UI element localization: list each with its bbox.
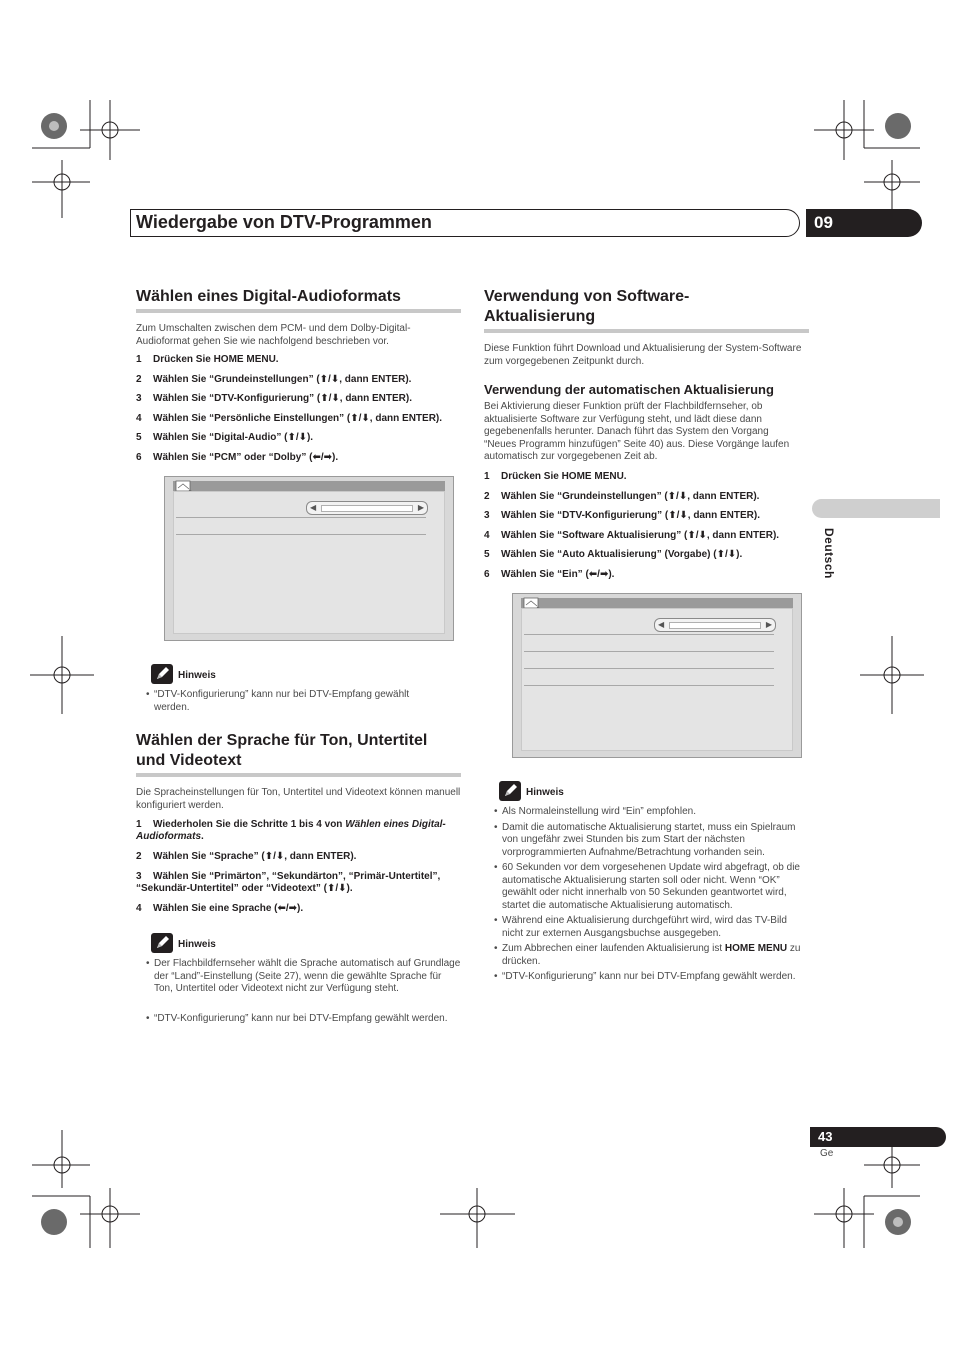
menu-screen-illustration xyxy=(164,476,454,641)
note-item: • Der Flachbildfernseher wählt die Sprache automatisch auf Grundlage der “Land”-Einstellung (Seite 27), wenn die gewählte Sprache für Ton, Untertitel oder Videotext nicht zur Verfügung steht. xyxy=(146,958,461,994)
note-icon xyxy=(151,664,173,684)
note-icon xyxy=(499,781,521,801)
note-item: • 60 Sekunden vor dem vorgesehenen Update wird abgefragt, ob die automatische Aktualisierung starten soll oder nicht. Wenn “OK” gewählt oder nicht innerhalb von 50 Sekunden geantwortet wird, startet die automatische Aktualisierung automatisch. xyxy=(494,862,800,911)
step-item: 5 Wählen Sie “Auto Aktualisierung” (Vorgabe) (⬆/⬇). xyxy=(484,549,743,560)
note-item: • Zum Abbrechen einer laufenden Aktualisierung ist HOME MENU zu drücken. xyxy=(494,943,801,967)
note-item: • Während eine Aktualisierung durchgeführt wird, wird das TV-Bild nicht zur externen Ausgangsbuchse ausgegeben. xyxy=(494,915,787,939)
step-item: 2 Wählen Sie “Grundeinstellungen” (⬆/⬇, dann ENTER). xyxy=(136,373,412,385)
step-item: 3 Wählen Sie “DTV-Konfigurierung” (⬆/⬇, dann ENTER). xyxy=(484,510,760,521)
step-item: 1 Wiederholen Sie die Schritte 1 bis 4 von Wählen eines Digital-Audioformats. xyxy=(136,819,446,842)
menu-divider xyxy=(524,634,774,635)
note-label: Hinweis xyxy=(526,787,564,798)
section-rule xyxy=(136,309,461,313)
step-item: 4 Wählen Sie “Persönliche Einstellungen” (⬆/⬇, dann ENTER). xyxy=(136,412,443,424)
step-item: 4 Wählen Sie “Software Aktualisierung” (⬆/⬇, dann ENTER). xyxy=(484,529,780,541)
section-intro: Zum Umschalten zwischen dem PCM- und dem Dolby-Digital-Audioformat gehen Sie wie nachfolgend beschrieben vor. xyxy=(136,323,411,347)
note-label: Hinweis xyxy=(178,939,216,950)
note-icon xyxy=(151,933,173,953)
chapter-number: 09 xyxy=(806,209,922,237)
language-side-tab xyxy=(812,499,940,518)
menu-divider xyxy=(524,651,774,652)
note-list xyxy=(494,806,809,984)
step-item: 3 Wählen Sie “DTV-Konfigurierung” (⬆/⬇, dann ENTER). xyxy=(136,393,412,404)
menu-panel xyxy=(521,608,793,751)
step-item: 1 Drücken Sie HOME MENU. xyxy=(136,354,279,365)
note-item: • Damit die automatische Aktualisierung startet, muss ein Spielraum von ungefähr zwei Stunden bis zum Start der nächsten vorprogrammierten Aufnahme/Betrachtung vorhanden sein. xyxy=(494,821,796,858)
subsection-intro: Bei Aktivierung dieser Funktion prüft der Flachbildfernseher, ob aktualisierte Software zur Verfügung steht, und lädt diese dann gegebenenfalls herunter. Danach führt das System den Vorgang “Neues Programm hinzufügen” Seite 40) aus. Diese Vorgänge laufen automatisch zur vorgegebenen Zeit ab. xyxy=(484,401,790,462)
note-item: • “DTV-Konfigurierung” kann nur bei DTV-Empfang gewählt werden. xyxy=(494,971,796,982)
step-item: 4 Wählen Sie eine Sprache (⬅/➡). xyxy=(136,903,304,914)
menu-title-bar xyxy=(173,481,445,491)
menu-title-bar xyxy=(521,598,793,608)
section-title-software-update: Verwendung von Software- Aktualisierung xyxy=(484,288,690,325)
page-language-code: Ge xyxy=(820,1148,834,1159)
step-item: 1 Drücken Sie HOME MENU. xyxy=(484,471,627,482)
left-arrow-icon: ◀ xyxy=(658,620,665,629)
menu-panel xyxy=(173,491,445,634)
step-item: 5 Wählen Sie “Digital-Audio” (⬆/⬇). xyxy=(136,432,314,443)
language-label: Deutsch xyxy=(822,528,836,579)
step-item: 6 Wählen Sie “Ein” (⬅/➡). xyxy=(484,568,615,580)
step-item: 2 Wählen Sie “Sprache” (⬆/⬇, dann ENTER). xyxy=(136,851,357,862)
value-selector xyxy=(306,501,428,515)
note-item: • “DTV-Konfigurierung” kann nur bei DTV-Empfang gewählt werden. xyxy=(146,689,410,713)
step-item: 2 Wählen Sie “Grundeinstellungen” (⬆/⬇, dann ENTER). xyxy=(484,490,760,502)
note-item: • “DTV-Konfigurierung” kann nur bei DTV-Empfang gewählt werden. xyxy=(146,1013,448,1024)
right-arrow-icon: ▶ xyxy=(765,620,772,629)
section-intro: Diese Funktion führt Download und Aktualisierung der System-Software zum vorgegebenen Zeitpunkt durch. xyxy=(484,343,802,367)
left-arrow-icon: ◀ xyxy=(310,503,317,512)
step-item: 3 Wählen Sie “Primärton”, “Sekundärton”, “Primär-Untertitel”, “Sekundär-Untertitel” oder “Videotext” (⬆/⬇). xyxy=(136,871,441,894)
step-item: 6 Wählen Sie “PCM” oder “Dolby” (⬅/➡). xyxy=(136,451,339,463)
page-title: Wiedergabe von DTV-Programmen xyxy=(136,212,432,232)
menu-divider xyxy=(524,668,774,669)
section-rule xyxy=(484,329,809,333)
note-item: • Als Normaleinstellung wird “Ein” empfohlen. xyxy=(494,806,696,817)
right-arrow-icon: ▶ xyxy=(417,503,424,512)
menu-screen-illustration xyxy=(512,593,802,758)
menu-divider xyxy=(176,534,426,535)
note-label: Hinweis xyxy=(178,670,216,681)
page-number: 43 xyxy=(810,1127,946,1147)
step-list-audio xyxy=(136,354,466,471)
menu-divider xyxy=(176,517,426,518)
section-intro: Die Spracheinstellungen für Ton, Untertitel und Videotext können manuell konfiguriert werden. xyxy=(136,787,461,811)
subsection-title: Verwendung der automatischen Aktualisierung xyxy=(484,382,774,397)
step-list-update xyxy=(484,471,814,588)
section-title-audio-format: Wählen eines Digital-Audioformats xyxy=(136,288,401,305)
menu-divider xyxy=(524,685,774,686)
value-selector xyxy=(654,618,776,632)
section-rule xyxy=(136,773,461,777)
section-title-language: Wählen der Sprache für Ton, Untertitel und Videotext xyxy=(136,732,428,769)
